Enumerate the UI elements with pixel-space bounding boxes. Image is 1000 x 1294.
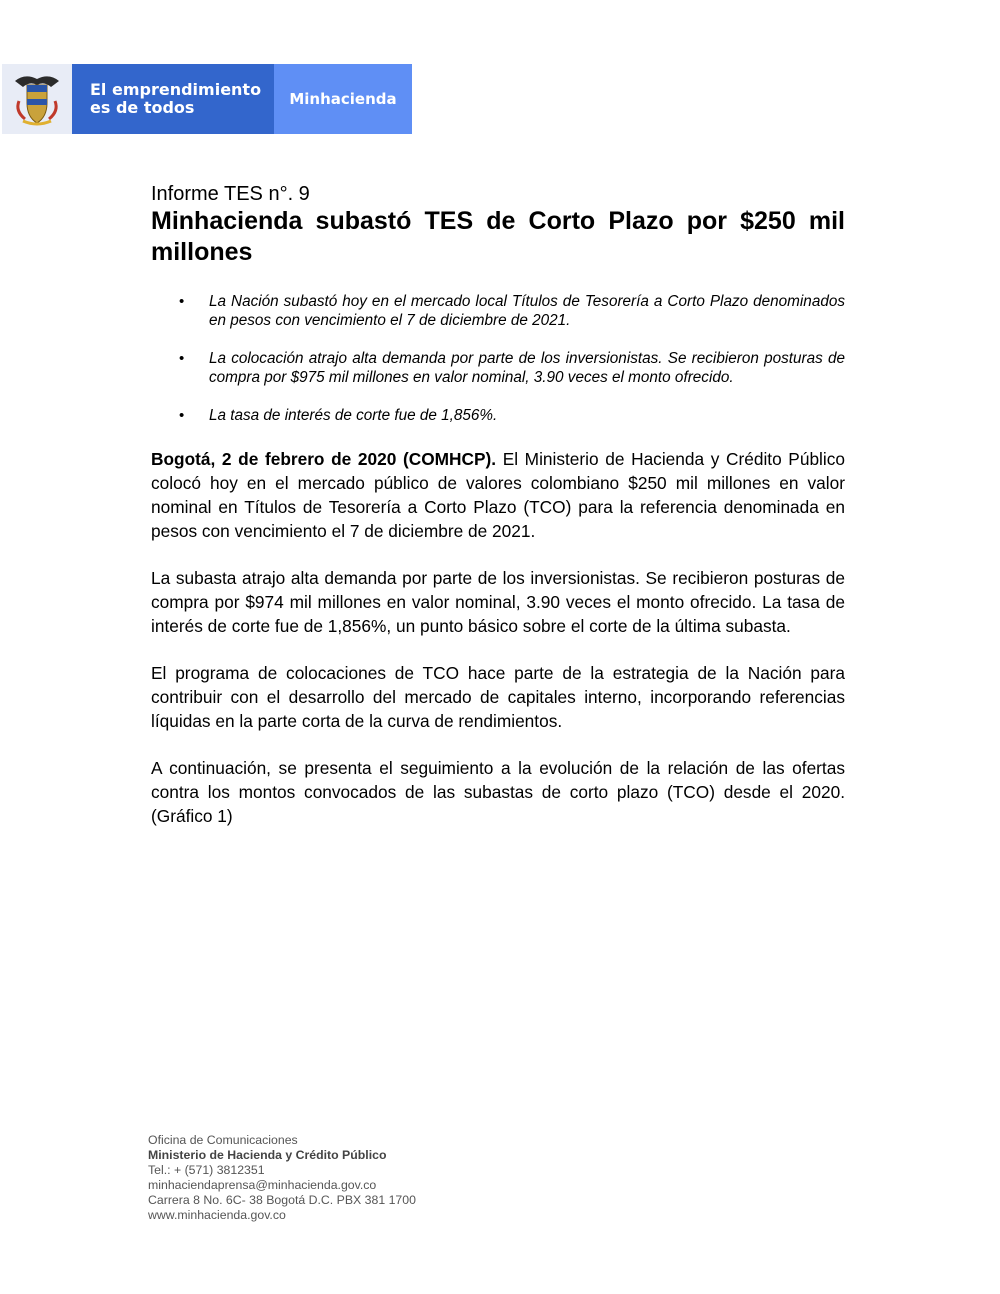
slogan-line-1: El emprendimiento	[90, 80, 262, 99]
slogan-line-2: es de todos	[90, 98, 195, 117]
colombia-coat-of-arms-icon	[2, 64, 72, 134]
paragraph-3: El programa de colocaciones de TCO hace parte de la estrategia de la Nación para contribuir con el desarrollo del mercado de capitales interno, incorporando referencias líquidas en la parte corta de la curva de rendimientos.	[151, 663, 845, 731]
footer-email: minhaciendaprensa@minhacienda.gov.co	[148, 1178, 377, 1192]
dateline: Bogotá, 2 de febrero de 2020 (COMHCP).	[151, 449, 497, 469]
footer-address: Carrera 8 No. 6C- 38 Bogotá D.C. PBX 381 1700	[148, 1193, 416, 1207]
footer-office: Oficina de Comunicaciones	[148, 1133, 298, 1147]
paragraph-1-body: El Ministerio de Hacienda y Crédito Público colocó hoy en el mercado público de valores colombiano $250 mil millones en valor nominal en Títulos de Tesorería a Corto Plazo (TCO) para la referencia denominada en pesos con vencimiento el 7 de diciembre de 2021.	[151, 449, 845, 541]
footer-website: www.minhacienda.gov.co	[148, 1208, 286, 1222]
report-number: Informe TES n°. 9	[151, 183, 310, 205]
paragraph-1	[151, 447, 845, 543]
footer-ministry: Ministerio de Hacienda y Crédito Público	[148, 1148, 387, 1162]
brand-block	[274, 64, 412, 134]
footer-contact	[148, 1133, 416, 1223]
page-title: Minhacienda subastó TES de Corto Plazo por $250 mil millones	[151, 207, 845, 266]
highlight-item: • La tasa de interés de corte fue de 1,856%.	[151, 406, 845, 425]
slogan	[90, 81, 261, 117]
footer-tel: Tel.: + (571) 3812351	[148, 1163, 265, 1177]
paragraph-4: A continuación, se presenta el seguimiento a la evolución de la relación de las ofertas contra los montos convocados de las subastas de corto plazo (TCO) desde el 2020. (Gráfico 1)	[151, 758, 845, 826]
paragraph-2: La subasta atrajo alta demanda por parte de los inversionistas. Se recibieron posturas de compra por $974 mil millones en valor nominal, 3.90 veces el monto ofrecido. La tasa de interés de corte fue de 1,856%, un punto básico sobre el corte de la última subasta.	[151, 568, 845, 636]
slogan-block	[2, 64, 274, 134]
highlights-list	[151, 292, 845, 444]
header-banner	[2, 64, 412, 134]
brand-name: Minhacienda	[289, 90, 397, 108]
highlight-item: • La colocación atrajo alta demanda por parte de los inversionistas. Se recibieron posturas de compra por $975 mil millones en valor nominal, 3.90 veces el monto ofrecido.	[151, 349, 845, 387]
highlight-item: • La Nación subastó hoy en el mercado local Títulos de Tesorería a Corto Plazo denominados en pesos con vencimiento el 7 de diciembre de 2021.	[151, 292, 845, 330]
